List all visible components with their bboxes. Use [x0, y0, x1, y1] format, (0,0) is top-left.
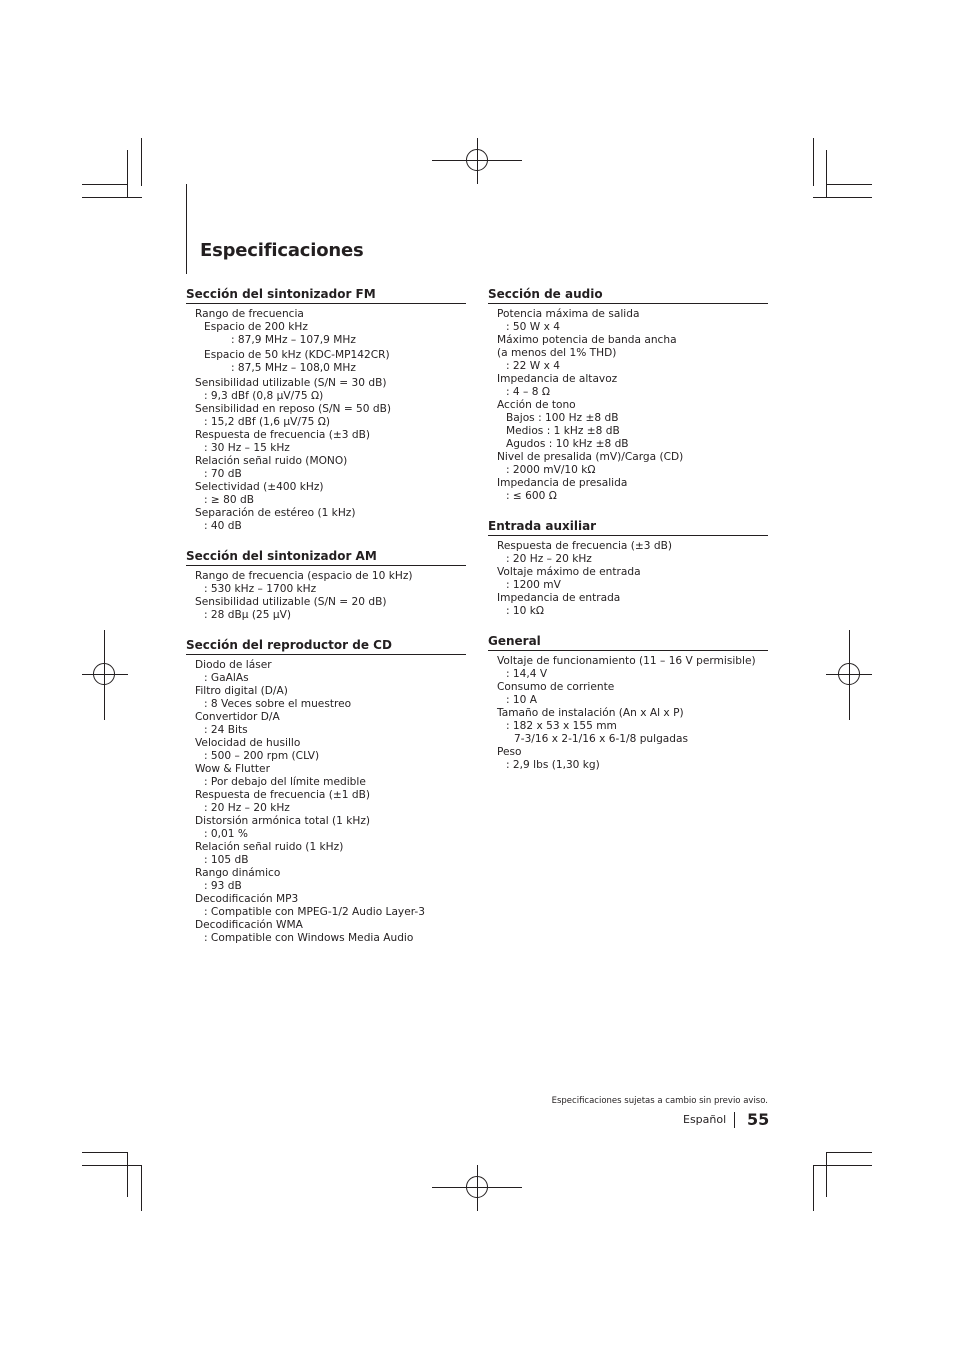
spec-section [186, 638, 466, 945]
spec-label: Respuesta de frecuencia (±3 dB) [497, 540, 673, 552]
spec-label: Impedancia de presalida [497, 477, 628, 489]
spec-value: : 10 A [506, 694, 538, 706]
spec-item [488, 308, 768, 334]
spec-label: Separación de estéreo (1 kHz) [195, 507, 356, 519]
spec-value: : 20 Hz – 20 kHz [204, 802, 290, 814]
spec-value: : 22 W x 4 [506, 360, 561, 372]
spec-value: : 30 Hz – 15 kHz [204, 442, 290, 454]
spec-label: Filtro digital (D/A) [195, 685, 288, 697]
spec-value: : 50 W x 4 [506, 321, 561, 333]
spec-value: : Compatible con Windows Media Audio [204, 932, 414, 944]
spec-item [186, 789, 466, 815]
spec-item [186, 403, 466, 429]
section-title: Entrada auxiliar [488, 519, 768, 536]
spec-value: : GaAlAs [204, 672, 249, 684]
spec-sub-label: Espacio de 200 kHz [204, 321, 308, 333]
spec-item [186, 429, 466, 455]
spec-item [186, 841, 466, 867]
spec-value: : 14,4 V [506, 668, 548, 680]
spec-item [186, 308, 466, 375]
spec-label: Rango de frecuencia [195, 308, 304, 320]
spec-label: Decodificación WMA [195, 919, 303, 931]
spec-label: Decodificación MP3 [195, 893, 299, 905]
spec-label: Convertidor D/A [195, 711, 280, 723]
spec-label: Sensibilidad utilizable (S/N = 20 dB) [195, 596, 387, 608]
spec-value: : 93 dB [204, 880, 242, 892]
spec-label: Selectividad (±400 kHz) [195, 481, 324, 493]
spec-value: : 1200 mV [506, 579, 561, 591]
spec-section [186, 549, 466, 622]
spec-item [488, 334, 768, 373]
spec-label: Voltaje de funcionamiento (11 – 16 V permisible) [497, 655, 756, 667]
spec-value: Medios : 1 kHz ±8 dB [506, 425, 620, 437]
spec-label: Velocidad de husillo [195, 737, 301, 749]
spec-label: Distorsión armónica total (1 kHz) [195, 815, 371, 827]
footer-note: Especificaciones sujetas a cambio sin previo aviso. [551, 1096, 768, 1106]
spec-item [488, 746, 768, 772]
spec-label: Diodo de láser [195, 659, 272, 671]
spec-label: Respuesta de frecuencia (±1 dB) [195, 789, 371, 801]
spec-value: : 9,3 dBf (0,8 μV/75 Ω) [204, 390, 324, 402]
spec-sub-label: Espacio de 50 kHz (KDC-MP142CR) [204, 349, 390, 361]
spec-label: Relación señal ruido (MONO) [195, 455, 348, 467]
spec-value: : ≥ 80 dB [204, 494, 255, 506]
spec-value: : 0,01 % [204, 828, 248, 840]
spec-item [488, 540, 768, 566]
spec-label: Voltaje máximo de entrada [497, 566, 641, 578]
spec-label: Rango dinámico [195, 867, 281, 879]
spec-label: Máximo potencia de banda ancha [497, 334, 677, 346]
spec-label: Sensibilidad utilizable (S/N = 30 dB) [195, 377, 387, 389]
spec-item [186, 685, 466, 711]
left-column [186, 287, 466, 961]
spec-value: : 10 kΩ [506, 605, 545, 617]
spec-label: Impedancia de altavoz [497, 373, 618, 385]
spec-value: : Compatible con MPEG-1/2 Audio Layer-3 [204, 906, 425, 918]
spec-value: Bajos : 100 Hz ±8 dB [506, 412, 619, 424]
spec-item [186, 570, 466, 596]
spec-label: Acción de tono [497, 399, 576, 411]
spec-item [186, 377, 466, 403]
spec-value: : ≤ 600 Ω [506, 490, 557, 502]
spec-item [186, 919, 466, 945]
spec-item [186, 711, 466, 737]
spec-item [186, 507, 466, 533]
spec-label: Sensibilidad en reposo (S/N = 50 dB) [195, 403, 392, 415]
title-rule [186, 184, 187, 274]
spec-label: Peso [497, 746, 522, 758]
section-title: Sección del sintonizador FM [186, 287, 466, 304]
spec-label: Impedancia de entrada [497, 592, 621, 604]
spec-item [488, 399, 768, 451]
spec-label: Consumo de corriente [497, 681, 615, 693]
spec-label: Tamaño de instalación (An x Al x P) [497, 707, 684, 719]
spec-value: : 20 Hz – 20 kHz [506, 553, 592, 565]
spec-item [488, 451, 768, 477]
spec-label: Nivel de presalida (mV)/Carga (CD) [497, 451, 684, 463]
spec-section [488, 287, 768, 503]
spec-value: : 70 dB [204, 468, 242, 480]
spec-label: Wow & Flutter [195, 763, 270, 775]
spec-value: : 2000 mV/10 kΩ [506, 464, 596, 476]
right-column [488, 287, 768, 788]
spec-value: : 28 dBμ (25 μV) [204, 609, 291, 621]
spec-section [488, 634, 768, 772]
spec-item [488, 592, 768, 618]
spec-label: Respuesta de frecuencia (±3 dB) [195, 429, 371, 441]
section-title: General [488, 634, 768, 651]
spec-item [488, 681, 768, 707]
spec-value: : 40 dB [204, 520, 242, 532]
spec-label: Rango de frecuencia (espacio de 10 kHz) [195, 570, 413, 582]
spec-item [186, 455, 466, 481]
spec-item [488, 566, 768, 592]
spec-value: : 182 x 53 x 155 mm [506, 720, 617, 732]
spec-item [186, 867, 466, 893]
spec-item [186, 596, 466, 622]
spec-value: 7-3/16 x 2-1/16 x 6-1/8 pulgadas [514, 733, 689, 745]
spec-label: (a menos del 1% THD) [497, 347, 617, 359]
spec-item [186, 763, 466, 789]
spec-item [186, 893, 466, 919]
spec-value: : Por debajo del límite medible [204, 776, 366, 788]
spec-item [488, 707, 768, 746]
spec-value: : 530 kHz – 1700 kHz [204, 583, 317, 595]
spec-item [186, 659, 466, 685]
spec-section [488, 519, 768, 618]
spec-item [186, 481, 466, 507]
spec-value: : 500 – 200 rpm (CLV) [204, 750, 320, 762]
spec-value: : 4 – 8 Ω [506, 386, 550, 398]
spec-value: Agudos : 10 kHz ±8 dB [506, 438, 629, 450]
page-number: 55 [747, 1110, 770, 1129]
spec-sub-value: : 87,5 MHz – 108,0 MHz [231, 362, 356, 374]
spec-item [488, 655, 768, 681]
spec-item [488, 373, 768, 399]
spec-value: : 105 dB [204, 854, 249, 866]
spec-value: : 8 Veces sobre el muestreo [204, 698, 352, 710]
spec-sub-value: : 87,9 MHz – 107,9 MHz [231, 334, 356, 346]
section-title: Sección de audio [488, 287, 768, 304]
section-title: Sección del sintonizador AM [186, 549, 466, 566]
page-title: Especificaciones [200, 240, 364, 261]
footer-separator [734, 1112, 735, 1128]
spec-item [488, 477, 768, 503]
section-title: Sección del reproductor de CD [186, 638, 466, 655]
spec-value: : 24 Bits [204, 724, 248, 736]
spec-section [186, 287, 466, 533]
spec-label: Relación señal ruido (1 kHz) [195, 841, 344, 853]
footer-language: Español [683, 1113, 727, 1126]
spec-item [186, 815, 466, 841]
spec-label: Potencia máxima de salida [497, 308, 640, 320]
spec-value: : 2,9 lbs (1,30 kg) [506, 759, 600, 771]
spec-value: : 15,2 dBf (1,6 μV/75 Ω) [204, 416, 330, 428]
spec-item [186, 737, 466, 763]
